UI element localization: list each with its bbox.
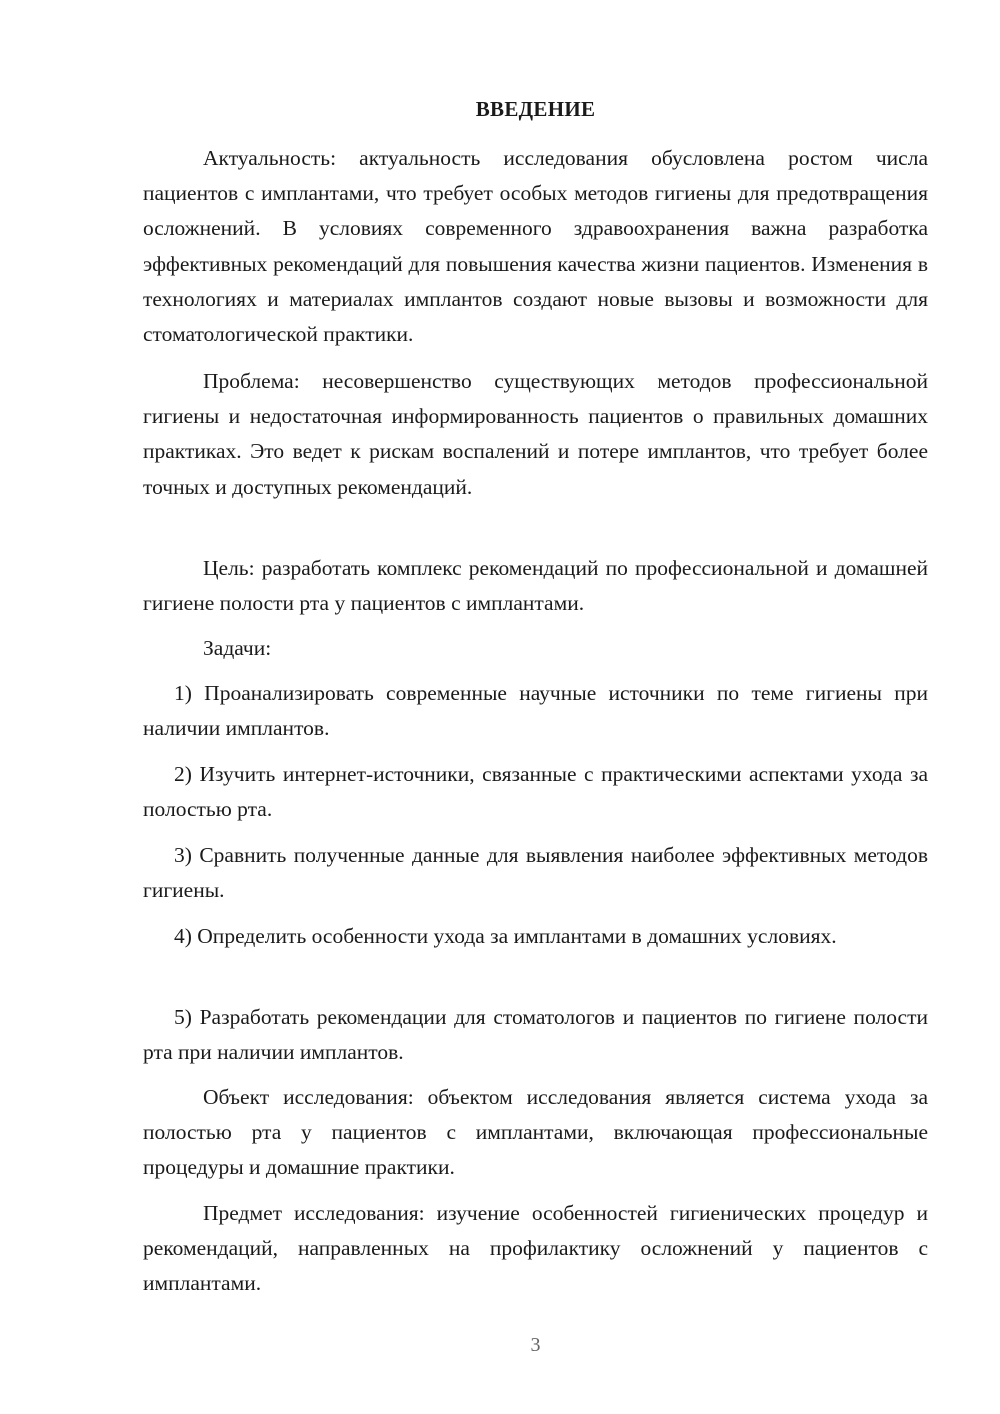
paragraph-problem: Проблема: несовершенство существующих методов профессиональной гигиены и недостаточная информированность пациентов о правильных домашних практиках. Это ведет к рискам воспалений и потере имплантов, что требует более точных и доступных рекомендаций.: [143, 369, 928, 499]
task-item-5: 5) Разработать рекомендации для стоматологов и пациентов по гигиене полости рта при наличии имплантов.: [143, 1005, 928, 1065]
paragraph-goal: Цель: разработать комплекс рекомендаций по профессиональной и домашней гигиене полости рта у пациентов с имплантами.: [143, 556, 928, 616]
paragraph-relevance: Актуальность: актуальность исследования обусловлена ростом числа пациентов с имплантами, что требует особых методов гигиены для предотвращения осложнений. В условиях современного здравоохранения важна разработка эффективных рекомендаций для повышения качества жизни пациентов. Изменения в технологиях и материалах имплантов создают новые вызовы и возможности для стоматологической практики.: [143, 146, 928, 347]
paragraph-object: Объект исследования: объектом исследования является система ухода за полостью рта у пациентов с имплантами, включающая профессиональные процедуры и домашние практики.: [143, 1085, 928, 1180]
paragraph-subject: Предмет исследования: изучение особенностей гигиенических процедур и рекомендаций, направленных на профилактику осложнений у пациентов с имплантами.: [143, 1201, 928, 1296]
task-item-1: 1) Проанализировать современные научные источники по теме гигиены при наличии имплантов.: [143, 681, 928, 741]
document-page: [143, 0, 928, 1414]
page-title: ВВЕДЕНИЕ: [475, 97, 596, 121]
page-number: 3: [530, 1334, 541, 1356]
tasks-label: Задачи:: [203, 636, 272, 660]
task-item-3: 3) Сравнить полученные данные для выявления наиболее эффективных методов гигиены.: [143, 843, 928, 903]
task-item-4: 4) Определить особенности ухода за имплантами в домашних условиях.: [174, 924, 837, 948]
task-item-2: 2) Изучить интернет-источники, связанные с практическими аспектами ухода за полостью рта.: [143, 762, 928, 822]
